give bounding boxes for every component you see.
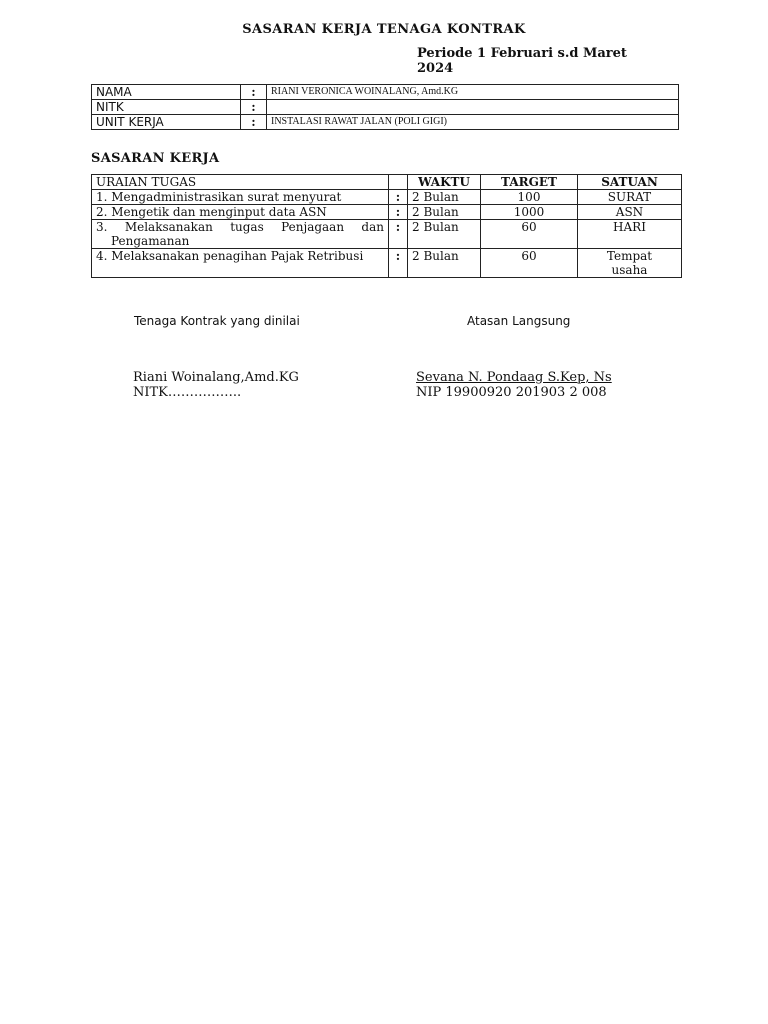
supervisor-name: Sevana N. Pondaag S.Kep, Ns — [416, 370, 612, 385]
info-row-nama — [92, 85, 679, 100]
header-spacer — [389, 175, 408, 190]
task-satuan: Tempat usaha — [578, 249, 682, 278]
task-colon: : — [389, 220, 408, 249]
info-label-nama: NAMA — [92, 85, 241, 100]
task-target: 60 — [481, 249, 578, 278]
info-label-unit-kerja: UNIT KERJA — [92, 115, 241, 130]
task-text: 2. Mengetik dan menginput data ASN — [96, 205, 327, 219]
info-colon: : — [241, 115, 267, 130]
task-text: 4. Melaksanakan penagihan Pajak Retribusi — [96, 249, 364, 263]
task-satuan: HARI — [578, 220, 682, 249]
task-description — [92, 249, 389, 278]
section-heading: SASARAN KERJA — [91, 151, 220, 166]
task-colon: : — [389, 249, 408, 278]
info-row-unit-kerja — [92, 115, 679, 130]
header-satuan: SATUAN — [578, 175, 682, 190]
task-waktu: 2 Bulan — [408, 190, 481, 205]
info-label-nitk: NITK — [92, 100, 241, 115]
task-waktu: 2 Bulan — [408, 205, 481, 220]
task-satuan: SURAT — [578, 190, 682, 205]
header-uraian: URAIAN TUGAS — [92, 175, 389, 190]
period-line-1: Periode 1 Februari s.d Maret — [417, 46, 627, 61]
header-target: TARGET — [481, 175, 578, 190]
task-text: 1. Mengadministrasikan surat menyurat — [96, 190, 342, 204]
task-satuan: ASN — [578, 205, 682, 220]
info-value-unit-kerja: INSTALASI RAWAT JALAN (POLI GIGI) — [267, 115, 679, 130]
period-line-2: 2024 — [417, 61, 454, 76]
info-colon: : — [241, 85, 267, 100]
task-target: 60 — [481, 220, 578, 249]
employee-id: NITK…………….. — [133, 385, 242, 400]
tasks-table — [91, 174, 682, 278]
supervisor-id: NIP 19900920 201903 2 008 — [416, 385, 607, 400]
tasks-header-row — [92, 175, 682, 190]
employee-info-table — [91, 84, 679, 130]
info-value-nitk — [267, 100, 679, 115]
employee-name: Riani Woinalang,Amd.KG — [133, 370, 299, 385]
table-row — [92, 190, 682, 205]
signature-label-employee: Tenaga Kontrak yang dinilai — [134, 314, 300, 328]
info-row-nitk — [92, 100, 679, 115]
task-description — [92, 190, 389, 205]
task-waktu: 2 Bulan — [408, 220, 481, 249]
task-target: 1000 — [481, 205, 578, 220]
task-colon: : — [389, 205, 408, 220]
table-row — [92, 249, 682, 278]
period-text — [417, 46, 677, 76]
signature-label-supervisor: Atasan Langsung — [467, 314, 571, 328]
table-row — [92, 220, 682, 249]
document-title: SASARAN KERJA TENAGA KONTRAK — [242, 22, 526, 37]
task-target: 100 — [481, 190, 578, 205]
info-colon: : — [241, 100, 267, 115]
table-row — [92, 205, 682, 220]
task-waktu: 2 Bulan — [408, 249, 481, 278]
header-waktu: WAKTU — [408, 175, 481, 190]
task-description — [92, 205, 389, 220]
task-text: 3. Melaksanakan tugas Penjagaan dan Pengamanan — [96, 220, 384, 248]
task-colon: : — [389, 190, 408, 205]
task-description — [92, 220, 389, 249]
info-value-nama: RIANI VERONICA WOINALANG, Amd.KG — [267, 85, 679, 100]
